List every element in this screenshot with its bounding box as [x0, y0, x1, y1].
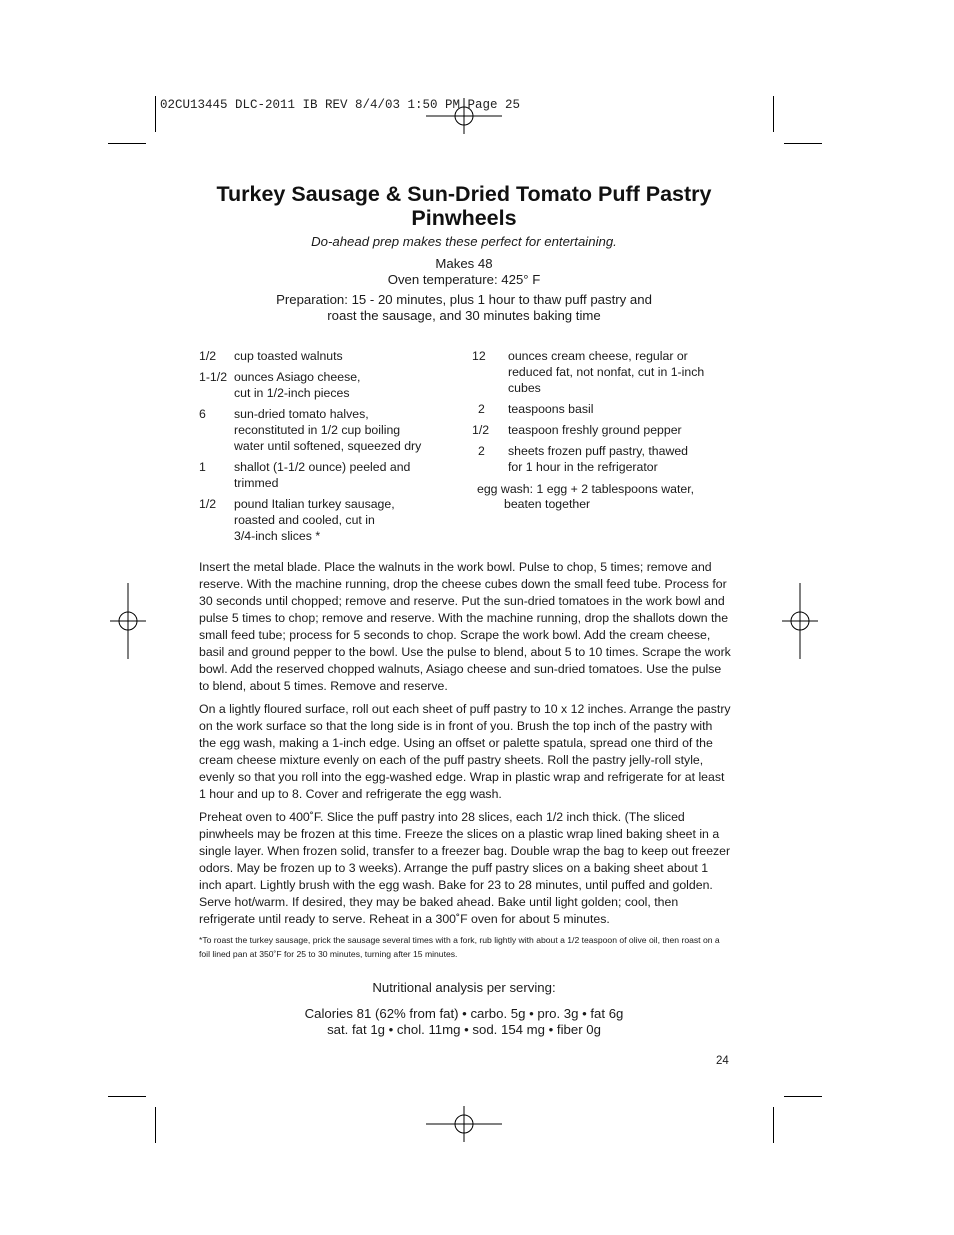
crop-mark — [108, 143, 146, 144]
ingredient-item — [472, 444, 722, 476]
recipe-oven-temp: Oven temperature: 425° F — [387, 272, 541, 288]
recipe-yield-block — [190, 256, 738, 289]
print-slug: 02CU13445 DLC-2011 IB REV 8/4/03 1:50 PM Page 25 — [160, 98, 521, 112]
crop-mark — [773, 1107, 774, 1143]
ingredient-qty: 2 — [478, 444, 485, 459]
nutrition-line: Calories 81 (62% from fat) • carbo. 5g • pro. 3g • fat 6g — [304, 1006, 624, 1021]
ingredient-line: cut in 1/2-inch pieces — [234, 386, 350, 401]
ingredient-item — [472, 402, 722, 418]
ingredient-line: teaspoons basil — [508, 401, 594, 416]
ingredient-desc — [234, 460, 439, 492]
prep-line: Preparation: 15 - 20 minutes, plus 1 hour to thaw puff pastry and — [276, 292, 652, 307]
recipe-title — [190, 182, 738, 230]
ingredient-qty: 6 — [199, 407, 206, 422]
crop-mark — [773, 96, 774, 132]
ingredient-line: reconstituted in 1/2 cup boiling — [234, 423, 401, 438]
ingredient-item — [199, 407, 439, 454]
ingredient-line: roasted and cooled, cut in — [234, 513, 375, 528]
page-number: 24 — [716, 1055, 729, 1067]
ingredient-desc — [234, 349, 439, 365]
recipe-subtitle: Do-ahead prep makes these perfect for entertaining. — [311, 234, 617, 249]
egg-wash-line: egg wash: 1 egg + 2 tablespoons water, — [477, 481, 695, 496]
registration-mark-icon — [426, 1106, 502, 1142]
registration-mark-icon — [782, 583, 818, 659]
ingredient-desc — [234, 370, 439, 402]
ingredient-qty: 12 — [472, 349, 486, 363]
instruction-paragraph: On a lightly floured surface, roll out each sheet of puff pastry to 10 x 12 inches. Arrange the pastry on the work surface so that the long side is in front of you. Brush the top inch of the pastry with the egg wash, making a 1-inch edge. Using an offset or palette spatula, spread one third of the cream cheese mixture evenly on each of the puff pastry sheets. Roll the pastry jelly-roll style, evenly so that you roll into the egg-washed edge. Wrap in plastic wrap and refrigerate for at least 1 hour and up to 8. Cover and refrigerate the egg wash. — [199, 702, 731, 801]
crop-mark — [155, 1107, 156, 1143]
ingredient-line: teaspoon freshly ground pepper — [508, 423, 682, 438]
instruction-paragraph: Preheat oven to 400˚F. Slice the puff pastry into 28 slices, each 1/2 inch thick. (The sliced pinwheels may be frozen at this time. Freeze the slices on a plastic wrap lined baking sheet in a single layer. When frozen solid, transfer to a freezer bag. Double wrap the bag to keep out freezer odors. May be frozen up to 3 weeks). Arrange the puff pastry slices on a baking sheet about 1 inch apart. Lightly brush with the egg wash. Bake for 23 to 28 minutes, until puffed and golden. Serve hot/warm. If desired, they may be baked ahead. Bake until light golden; cool, then refrigerate until ready to serve. Reheat in a 300˚F oven for about 5 minutes. — [199, 810, 731, 926]
ingredient-line: shallot (1-1/2 ounce) peeled and — [234, 460, 411, 475]
prep-line: roast the sausage, and 30 minutes baking time — [327, 308, 601, 324]
recipe-title-line: Pinwheels — [411, 206, 517, 230]
crop-mark — [784, 1096, 822, 1097]
ingredient-line: sheets frozen puff pastry, thawed — [508, 444, 689, 459]
ingredient-item — [199, 370, 439, 402]
crop-mark — [108, 1096, 146, 1097]
egg-wash — [472, 482, 722, 514]
ingredient-line: sun-dried tomato halves, — [234, 407, 369, 422]
ingredient-qty: 2 — [478, 401, 485, 416]
ingredient-line: reduced fat, not nonfat, cut in 1-inch — [508, 364, 705, 379]
ingredient-line: cup toasted walnuts — [234, 349, 343, 363]
footnote: *To roast the turkey sausage, prick the sausage several times with a fork, rub lightly with about a 1/2 teaspoon of olive oil, then roast on a foil lined pan at 350˚F for 25 to 30 minutes, turning after 15 minutes. — [199, 935, 720, 959]
ingredient-qty: 1 — [199, 460, 206, 475]
ingredient-item — [472, 423, 722, 439]
registration-mark-icon — [426, 98, 502, 134]
ingredient-desc — [508, 444, 722, 476]
crop-mark — [155, 96, 156, 132]
ingredients-left-column — [199, 349, 439, 550]
ingredient-qty: 1-1/2 — [199, 370, 228, 385]
registration-mark-icon — [110, 583, 146, 659]
nutrition-line: sat. fat 1g • chol. 11mg • sod. 154 mg • fiber 0g — [327, 1022, 601, 1038]
ingredient-item — [199, 349, 439, 365]
nutrition-facts — [190, 1006, 738, 1039]
ingredient-desc — [508, 402, 722, 418]
egg-wash-line: beaten together — [504, 497, 591, 512]
ingredient-line: ounces Asiago cheese, — [234, 370, 361, 385]
ingredients-right-column — [472, 349, 722, 513]
ingredient-qty: 1/2 — [199, 349, 217, 363]
ingredient-line: 3/4-inch slices * — [234, 528, 321, 543]
crop-mark — [784, 143, 822, 144]
recipe-instructions — [199, 559, 731, 961]
ingredient-qty: 1/2 — [472, 423, 490, 438]
ingredient-desc — [234, 407, 439, 454]
ingredient-qty: 1/2 — [199, 497, 217, 512]
ingredient-line: pound Italian turkey sausage, — [234, 497, 395, 512]
recipe-makes: Makes 48 — [435, 256, 493, 271]
ingredient-line: cubes — [508, 380, 541, 395]
nutrition-heading: Nutritional analysis per serving: — [372, 980, 556, 995]
ingredient-item — [199, 460, 439, 492]
ingredient-line: for 1 hour in the refrigerator — [508, 460, 658, 475]
recipe-prep-time — [190, 292, 738, 325]
ingredient-item — [199, 497, 439, 544]
ingredient-desc — [508, 423, 722, 439]
ingredient-desc — [234, 497, 439, 544]
ingredient-line: water until softened, squeezed dry — [234, 438, 422, 453]
ingredient-line: ounces cream cheese, regular or — [508, 349, 688, 363]
ingredient-desc — [508, 349, 722, 396]
instruction-paragraph: Insert the metal blade. Place the walnuts in the work bowl. Pulse to chop, 5 times; remove and reserve. With the machine running, drop the cheese cubes down the small feed tube. Process for 30 seconds until chopped; remove and reserve. Put the sun-dried tomatoes in the work bowl and pulse 5 times to chop; remove and reserve. With the machine running, drop the shallots down the small feed tube; process for 5 seconds to chop. Scrape the work bowl. Add the cream cheese, basil and ground pepper to the bowl. Use the pulse to blend, about 5 to 10 times. Scrape the work bowl. Add the reserved chopped walnuts, Asiago cheese and sun-dried tomatoes. Use the pulse to blend, about 5 times. Remove and reserve. — [199, 560, 731, 693]
ingredient-line: trimmed — [234, 476, 279, 491]
ingredient-item — [472, 349, 722, 396]
recipe-title-line: Turkey Sausage & Sun-Dried Tomato Puff Pastry — [216, 182, 712, 206]
